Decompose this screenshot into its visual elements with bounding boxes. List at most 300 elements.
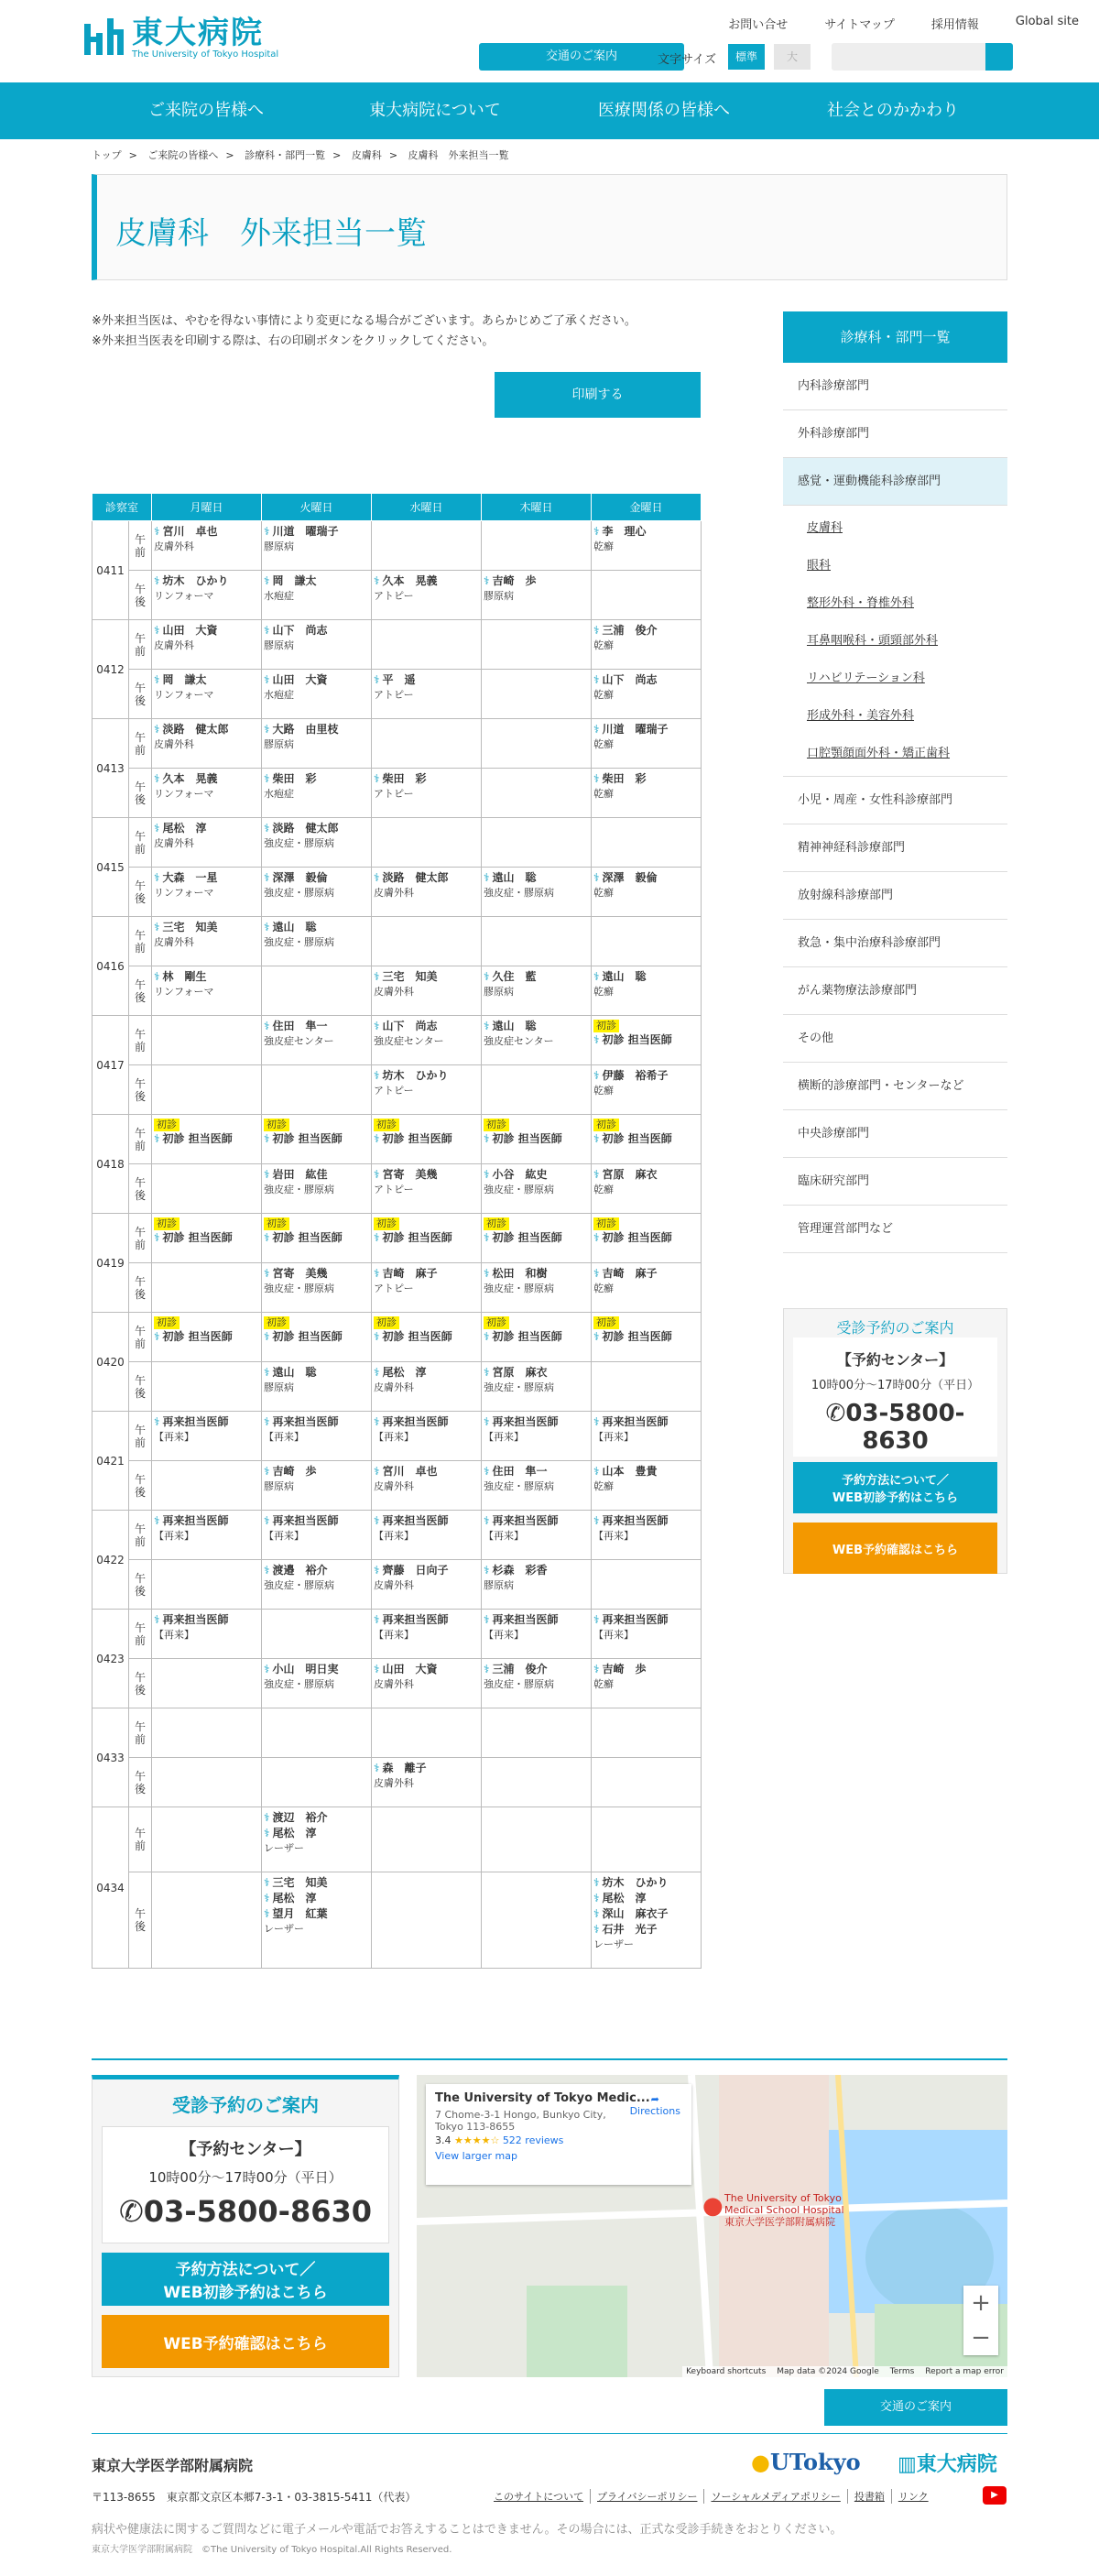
schedule-cell: [592, 1610, 702, 1659]
schedule-cell: [372, 620, 482, 670]
footer-hospital-name: 東京大学医学部附属病院: [92, 2457, 254, 2474]
doctor-name: ⚕ 再来担当医師: [154, 1415, 229, 1428]
sidebar-item[interactable]: 管理運営部門など: [783, 1206, 1007, 1253]
schedule-cell: [262, 1659, 372, 1708]
th-room: 診察室: [92, 494, 152, 521]
doctor-name: ⚕ 遠山 聡: [264, 1366, 317, 1379]
reserve-title: 受診予約のご案内: [836, 1319, 954, 1337]
map-footer: [682, 2366, 1007, 2377]
schedule-cell: [262, 1362, 372, 1412]
zoom-out-icon[interactable]: −: [971, 2324, 991, 2352]
doctor-name: ⚕ 久住 藍: [484, 970, 537, 983]
footer-link-social[interactable]: ソーシャルメディアポリシー: [703, 2489, 846, 2504]
web-first-button[interactable]: 予約方法について／ WEB初診予約はこちら: [793, 1462, 997, 1513]
schedule-cell: [592, 1758, 702, 1807]
schedule-cell: [482, 868, 592, 917]
crumb-top[interactable]: トップ: [92, 149, 122, 161]
schedule-cell: [372, 1807, 482, 1872]
table-row: [92, 1461, 702, 1511]
doctor-name: ⚕ 遠山 聡: [484, 871, 537, 884]
doctor-name: ⚕ 遠山 聡: [264, 921, 317, 933]
doctor-name: ⚕ 小谷 紘史: [484, 1168, 548, 1181]
schedule-cell: [152, 1313, 262, 1362]
stethoscope-icon: ⚕: [593, 1132, 600, 1145]
table-row: [92, 719, 702, 769]
specialty: 膠原病: [264, 540, 295, 552]
session-label: 午 前: [129, 521, 152, 571]
doctor-name: ⚕ 石井 光子: [593, 1923, 658, 1936]
specialty: 皮膚外科: [374, 986, 415, 998]
stethoscope-icon: ⚕: [264, 673, 270, 686]
schedule-cell: [592, 1313, 702, 1362]
stethoscope-icon: ⚕: [264, 1415, 270, 1428]
sidebar-subitem[interactable]: リハビリテーション科: [807, 671, 925, 685]
stethoscope-icon: ⚕: [264, 723, 270, 736]
note-1: ※外来担当医は、やむを得ない事情により変更になる場合がございます。あらかじめご了承ください。: [92, 314, 637, 328]
footer-link-privacy[interactable]: プライバシーポリシー: [590, 2489, 703, 2504]
stethoscope-icon: ⚕: [374, 970, 380, 983]
schedule-cell: [262, 966, 372, 1016]
stethoscope-icon: ⚕: [593, 1613, 600, 1626]
schedule-cell: [152, 1807, 262, 1872]
stethoscope-icon: ⚕: [264, 772, 270, 785]
doctor-name: ⚕ 初診 担当医師: [374, 1231, 452, 1244]
table-row: [92, 1872, 702, 1969]
schedule-cell: [372, 521, 482, 571]
specialty: 強皮症・膠原病: [264, 1283, 335, 1294]
table-row: [92, 670, 702, 719]
schedule-cell: [592, 818, 702, 868]
doctor-name: ⚕ 再来担当医師: [484, 1514, 559, 1527]
stethoscope-icon: ⚕: [154, 822, 160, 835]
stethoscope-icon: ⚕: [264, 921, 270, 933]
sidebar-item[interactable]: 外科診療部門: [783, 410, 1007, 458]
doctor-name: ⚕ 尾松 淳: [374, 1366, 427, 1379]
access-button[interactable]: 交通のご案内: [479, 43, 684, 71]
footer-note: 病状や健康法に関するご質問などに電子メールや電話でお答えすることはできません。その場合には、正式な受診手続きをおとりください。: [92, 2523, 843, 2537]
doctor-name: ⚕ 宮寄 美幾: [374, 1168, 438, 1181]
stethoscope-icon: ⚕: [484, 1514, 490, 1527]
map-terms[interactable]: Terms: [889, 2367, 915, 2376]
search-button[interactable]: [985, 43, 1013, 71]
stethoscope-icon: ⚕: [374, 871, 380, 884]
sidebar-item[interactable]: 放射線科診療部門: [783, 872, 1007, 920]
specialty: 膠原病: [484, 986, 515, 998]
stethoscope-icon: ⚕: [264, 1827, 270, 1839]
map-pin-icon: ●: [702, 2192, 724, 2220]
session-label: 午 後: [129, 1362, 152, 1412]
doctor-name: ⚕ 宮寄 美幾: [264, 1267, 328, 1280]
stethoscope-icon: ⚕: [484, 1330, 490, 1343]
reserve-title-bottom: 受診予約のご案内: [172, 2094, 319, 2116]
footer-line: [92, 2433, 1007, 2434]
schedule-cell: [482, 571, 592, 620]
stethoscope-icon: ⚕: [264, 1892, 270, 1905]
web-confirm-button-bottom[interactable]: WEB予約確認はこちら: [102, 2315, 389, 2368]
schedule-cell: [482, 1461, 592, 1511]
doctor-name: ⚕ 坊木 ひかり: [154, 574, 229, 587]
specialty: 乾癬: [593, 1480, 615, 1492]
schedule-cell: [592, 1659, 702, 1708]
table-row: [92, 1708, 702, 1758]
doctor-name: ⚕ 初診 担当医師: [484, 1132, 562, 1145]
sidebar-subitem[interactable]: 皮膚科: [807, 521, 843, 535]
schedule-cell: [262, 818, 372, 868]
schedule-cell: [592, 769, 702, 818]
session-label: 午 後: [129, 966, 152, 1016]
reserve-phone: ✆03-5800-8630: [825, 1400, 965, 1455]
stethoscope-icon: ⚕: [484, 871, 490, 884]
stethoscope-icon: ⚕: [374, 1069, 380, 1082]
doctor-name: ⚕ 柴田 彩: [593, 772, 647, 785]
specialty: 【再来】: [154, 1530, 195, 1542]
schedule-cell: [592, 1708, 702, 1758]
schedule-cell: [152, 1164, 262, 1214]
first-visit-badge: 初診: [154, 1316, 180, 1329]
notes: [92, 311, 637, 352]
schedule-cell: [262, 1263, 372, 1313]
sidebar-subitem[interactable]: 口腔顎顔面外科・矯正歯科: [807, 747, 951, 760]
schedule-cell: [482, 1016, 592, 1065]
doctor-name: ⚕ 尾松 淳: [593, 1892, 647, 1905]
map-reviews[interactable]: 522 reviews: [502, 2134, 564, 2146]
specialty: 皮膚外科: [154, 837, 195, 849]
link-sitemap[interactable]: サイトマップ: [824, 18, 895, 32]
doctor-name: ⚕ 川道 曜瑞子: [593, 723, 669, 736]
schedule-cell: [372, 1872, 482, 1969]
stethoscope-icon: ⚕: [264, 871, 270, 884]
schedule-cell: [592, 670, 702, 719]
stethoscope-icon: ⚕: [593, 1168, 600, 1181]
schedule-cell: [372, 1412, 482, 1461]
stethoscope-icon: ⚕: [264, 1663, 270, 1675]
table-row: [92, 1115, 702, 1164]
first-visit-badge: 初診: [484, 1316, 509, 1329]
utokyo-mark-icon: ●: [751, 2449, 770, 2475]
stethoscope-icon: ⚕: [264, 822, 270, 835]
stethoscope-icon: ⚕: [374, 1330, 380, 1343]
sidebar-item[interactable]: その他: [783, 1015, 1007, 1063]
doctor-name: ⚕ 吉崎 麻子: [374, 1267, 438, 1280]
zoom-in-icon[interactable]: +: [971, 2289, 991, 2317]
site-logo[interactable]: [84, 16, 278, 60]
specialty: 【再来】: [374, 1629, 415, 1641]
map-directions[interactable]: ➦ Directions: [629, 2093, 680, 2117]
doctor-name: ⚕ 再来担当医師: [374, 1514, 449, 1527]
fontsize-label: 文字サイズ: [658, 53, 716, 67]
map-report[interactable]: Report a map error: [925, 2367, 1004, 2376]
schedule-cell: [262, 1511, 372, 1560]
room-number: 0422: [92, 1511, 129, 1610]
specialty: 【再来】: [484, 1629, 525, 1641]
schedule-cell: [482, 1758, 592, 1807]
specialty: アトピー: [374, 689, 414, 701]
nav-medical[interactable]: 医療関係の皆様へ: [598, 101, 730, 120]
schedule-cell: [152, 1511, 262, 1560]
schedule-cell: [482, 1115, 592, 1164]
schedule-cell: [262, 670, 372, 719]
footer-link-suggest[interactable]: 投書箱: [847, 2489, 891, 2504]
youtube-icon[interactable]: ▶: [983, 2486, 1007, 2505]
specialty: 【再来】: [484, 1431, 525, 1443]
schedule-cell: [372, 769, 482, 818]
doctor-name: ⚕ 三宅 知美: [374, 970, 438, 983]
crumb-patients[interactable]: ご来院の皆様へ: [147, 149, 219, 161]
sidebar-item[interactable]: 臨床研究部門: [783, 1158, 1007, 1206]
stethoscope-icon: ⚕: [593, 1514, 600, 1527]
schedule-cell: [372, 1065, 482, 1115]
schedule-cell: [152, 1560, 262, 1610]
session-label: 午 後: [129, 1065, 152, 1115]
stethoscope-icon: ⚕: [264, 1267, 270, 1280]
table-row: [92, 1263, 702, 1313]
sidebar-item[interactable]: 救急・集中治療科診療部門: [783, 920, 1007, 967]
nav-patients[interactable]: ご来院の皆様へ: [148, 101, 264, 120]
schedule-cell: [592, 1115, 702, 1164]
table-row: [92, 1065, 702, 1115]
schedule-cell: [592, 1164, 702, 1214]
site-header: [0, 0, 1099, 82]
schedule-cell: [482, 1807, 592, 1872]
specialty: 皮膚外科: [374, 1480, 415, 1492]
sidebar-item-active[interactable]: 感覚・運動機能科診療部門: [783, 458, 1007, 506]
specialty: 乾癬: [593, 1184, 615, 1195]
schedule-cell: [482, 966, 592, 1016]
schedule-cell: [372, 1610, 482, 1659]
session-label: 午 後: [129, 769, 152, 818]
schedule-cell: [592, 868, 702, 917]
schedule-cell: [482, 1263, 592, 1313]
doctor-name: ⚕ 伊藤 裕希子: [593, 1069, 669, 1082]
doctor-name: ⚕ 岩田 紘佳: [264, 1168, 328, 1181]
sidebar-subitem[interactable]: 整形外科・脊椎外科: [807, 596, 915, 610]
reserve-box-bottom: [92, 2075, 399, 2377]
stethoscope-icon: ⚕: [264, 1811, 270, 1824]
specialty: 皮膚外科: [374, 887, 415, 899]
stethoscope-icon: ⚕: [374, 1168, 380, 1181]
table-row: [92, 917, 702, 966]
sidebar-item[interactable]: 横断的診療部門・センターなど: [783, 1063, 1007, 1110]
doctor-name: ⚕ 初診 担当医師: [374, 1132, 452, 1145]
schedule-cell: [592, 1016, 702, 1065]
doctor-name: ⚕ 再来担当医師: [154, 1613, 229, 1626]
schedule-cell: [262, 1461, 372, 1511]
doctor-name: ⚕ 再来担当医師: [374, 1613, 449, 1626]
reserve-box-side: [783, 1308, 1007, 1574]
sidebar-subitem[interactable]: 耳鼻咽喉科・頭頸部外科: [807, 634, 939, 648]
web-confirm-button[interactable]: WEB予約確認はこちら: [793, 1523, 997, 1574]
first-visit-badge: 初診: [593, 1217, 619, 1230]
specialty: アトピー: [374, 1184, 414, 1195]
map-stars: ★★★★☆: [454, 2134, 500, 2146]
schedule-cell: [262, 571, 372, 620]
sidebar-item[interactable]: 精神神経科診療部門: [783, 824, 1007, 872]
crumb-dermatology[interactable]: 皮膚科: [351, 149, 382, 161]
web-first-button-bottom[interactable]: 予約方法について／ WEB初診予約はこちら: [102, 2253, 389, 2306]
session-label: 午 前: [129, 1511, 152, 1560]
nav-society[interactable]: 社会とのかかわり: [827, 101, 959, 120]
sidebar-subitem[interactable]: 形成外科・美容外科: [807, 709, 915, 723]
doctor-name: ⚕ 三浦 俊介: [593, 624, 658, 637]
sidebar-item[interactable]: 小児・周産・女性科診療部門: [783, 777, 1007, 824]
footer-link-links[interactable]: リンク: [891, 2489, 935, 2504]
room-number: 0413: [92, 719, 129, 818]
session-label: 午 前: [129, 620, 152, 670]
schedule-cell: [482, 769, 592, 818]
schedule-cell: [482, 1708, 592, 1758]
stethoscope-icon: ⚕: [154, 1132, 160, 1145]
phone-icon: ✆: [118, 2194, 144, 2229]
doctor-name: ⚕ 初診 担当医師: [484, 1330, 562, 1343]
specialty: 強皮症センター: [374, 1035, 444, 1047]
doctor-name: ⚕ 初診 担当医師: [264, 1231, 343, 1244]
schedule-cell: [592, 1412, 702, 1461]
th-tue: 火曜日: [262, 494, 372, 521]
schedule-cell: [482, 818, 592, 868]
doctor-name: ⚕ 再来担当医師: [264, 1415, 339, 1428]
stethoscope-icon: ⚕: [593, 723, 600, 736]
stethoscope-icon: ⚕: [374, 772, 380, 785]
logo-en: The University of Tokyo Hospital: [132, 49, 279, 60]
stethoscope-icon: ⚕: [593, 1907, 600, 1920]
link-contact[interactable]: お問い合せ: [728, 18, 789, 32]
schedule-cell: [592, 1362, 702, 1412]
doctor-name: ⚕ 山下 尚志: [264, 624, 328, 637]
schedule-cell: [372, 1560, 482, 1610]
table-row: [92, 571, 702, 620]
link-recruit[interactable]: 採用情報: [930, 18, 979, 32]
google-map[interactable]: The University of Tokyo Medic... 7 Chome-3-1 Hongo, Bunkyo City, Tokyo 113-8655 3.4 ★★★★☆ 522 reviews View larger map ➦ Directions ● The University of Tokyo Medical School Hospital 東京大学医学部附属病院 + − Keyboard shortcuts Map data ©2024 Google Terms Report a map error: [417, 2075, 1007, 2377]
schedule-cell: [152, 966, 262, 1016]
utokyo-logo[interactable]: ●UTokyo: [751, 2449, 861, 2475]
sidebar-item[interactable]: 中央診療部門: [783, 1110, 1007, 1158]
schedule-cell: [592, 1560, 702, 1610]
print-button[interactable]: 印刷する: [495, 372, 701, 418]
doctor-name: ⚕ 三宅 知美: [154, 921, 218, 933]
first-visit-badge: 初診: [264, 1217, 289, 1230]
map-zoom[interactable]: [963, 2286, 998, 2355]
schedule-cell: [482, 1610, 592, 1659]
doctor-name: ⚕ 初診 担当医師: [264, 1132, 343, 1145]
schedule-cell: [482, 1872, 592, 1969]
schedule-cell: [482, 1214, 592, 1263]
schedule-cell: [482, 620, 592, 670]
stethoscope-icon: ⚕: [484, 1613, 490, 1626]
specialty: 皮膚外科: [154, 738, 195, 750]
doctor-name: ⚕ 森 離子: [374, 1762, 427, 1774]
first-visit-badge: 初診: [593, 1316, 619, 1329]
footer-logo[interactable]: ▥東大病院: [898, 2453, 997, 2476]
footer-links: [487, 2489, 935, 2504]
room-number: 0423: [92, 1610, 129, 1708]
search-input[interactable]: [832, 43, 987, 71]
breadcrumb: トップ > ご来院の皆様へ > 診療科・部門一覧 > 皮膚科 > 皮膚科 外来担当一覧: [92, 149, 509, 161]
nav-about[interactable]: 東大病院について: [369, 101, 501, 120]
table-row: [92, 1214, 702, 1263]
schedule-cell: [592, 620, 702, 670]
sidebar-title[interactable]: 診療科・部門一覧: [783, 311, 1007, 363]
stethoscope-icon: ⚕: [484, 1465, 490, 1478]
schedule-cell: [152, 1610, 262, 1659]
schedule-cell: [262, 1214, 372, 1263]
schedule-cell: [262, 769, 372, 818]
doctor-name: ⚕ 再来担当医師: [593, 1514, 669, 1527]
first-visit-badge: 初診: [264, 1316, 289, 1329]
schedule-cell: [372, 1708, 482, 1758]
map-larger-link[interactable]: View larger map: [435, 2150, 517, 2162]
specialty: レーザー: [264, 1842, 305, 1854]
doctor-name: ⚕ 再来担当医師: [374, 1415, 449, 1428]
schedule-cell: [152, 818, 262, 868]
schedule-cell: [262, 917, 372, 966]
specialty: 乾癬: [593, 540, 615, 552]
doctor-name: ⚕ 再来担当医師: [484, 1613, 559, 1626]
schedule-cell: [372, 917, 482, 966]
stethoscope-icon: ⚕: [154, 871, 160, 884]
doctor-name: ⚕ 大森 一星: [154, 871, 218, 884]
schedule-cell: [372, 571, 482, 620]
doctor-name: ⚕ 齊藤 日向子: [374, 1564, 449, 1577]
doctor-name: ⚕ 初診 担当医師: [154, 1231, 233, 1244]
th-mon: 月曜日: [152, 494, 262, 521]
session-label: 午 前: [129, 1610, 152, 1659]
stethoscope-icon: ⚕: [264, 1132, 270, 1145]
stethoscope-icon: ⚕: [154, 921, 160, 933]
stethoscope-icon: ⚕: [374, 1020, 380, 1032]
first-visit-badge: 初診: [154, 1119, 180, 1131]
session-label: 午 後: [129, 1164, 152, 1214]
stethoscope-icon: ⚕: [154, 673, 160, 686]
access-button-footer[interactable]: 交通のご案内: [824, 2389, 1007, 2426]
schedule-cell: [482, 1313, 592, 1362]
crumb-departments[interactable]: 診療科・部門一覧: [245, 149, 326, 161]
schedule-cell: [592, 1511, 702, 1560]
session-label: 午 後: [129, 571, 152, 620]
map-keyboard[interactable]: Keyboard shortcuts: [686, 2367, 767, 2376]
doctor-name: ⚕ 住田 隼一: [484, 1465, 548, 1478]
specialty: 強皮症・膠原病: [264, 887, 335, 899]
schedule-cell: [152, 1214, 262, 1263]
fontsize-large-button[interactable]: 大: [774, 44, 811, 70]
map-pin-label: The University of Tokyo Medical School Hospital 東京大学医学部附属病院: [724, 2192, 844, 2228]
specialty: 膠原病: [484, 1579, 515, 1591]
specialty: アトピー: [374, 1283, 414, 1294]
stethoscope-icon: ⚕: [593, 1231, 600, 1244]
sidebar-item[interactable]: がん薬物療法診療部門: [783, 967, 1007, 1015]
fontsize-standard-button[interactable]: 標準: [728, 44, 765, 70]
schedule-cell: [152, 917, 262, 966]
footer-link-about[interactable]: このサイトについて: [494, 2491, 584, 2503]
doctor-name: ⚕ 岡 謙太: [154, 673, 207, 686]
specialty: 乾癬: [593, 689, 615, 701]
sidebar-subitem[interactable]: 眼科: [807, 559, 832, 573]
specialty: 【再来】: [593, 1431, 635, 1443]
th-wed: 水曜日: [372, 494, 482, 521]
room-number: 0417: [92, 1016, 129, 1115]
session-label: 午 後: [129, 1659, 152, 1708]
link-global[interactable]: Global site: [1015, 15, 1079, 28]
specialty: 強皮症センター: [264, 1035, 334, 1047]
sidebar-item[interactable]: 内科診療部門: [783, 363, 1007, 410]
doctor-name: ⚕ 山本 豊貴: [593, 1465, 658, 1478]
specialty: 膠原病: [484, 590, 515, 602]
directions-icon: ➦: [650, 2093, 659, 2105]
doctor-name: ⚕ 深澤 毅倫: [593, 871, 658, 884]
table-row: [92, 966, 702, 1016]
specialty: 強皮症・膠原病: [264, 1678, 335, 1690]
session-label: 午 前: [129, 1115, 152, 1164]
stethoscope-icon: ⚕: [484, 1415, 490, 1428]
